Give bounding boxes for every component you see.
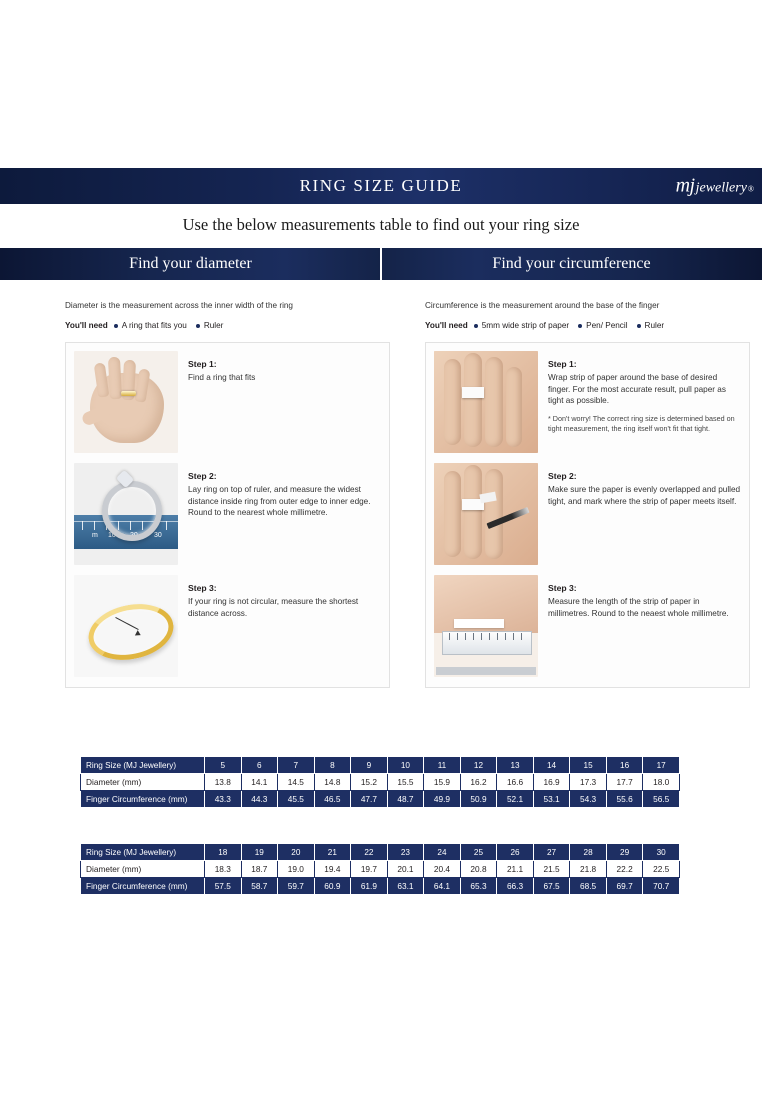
need-label: Ruler [644, 320, 665, 330]
brand-mark: mj [675, 174, 695, 197]
table-cell: 18.0 [643, 774, 680, 791]
size-table-2-wrapper [80, 843, 680, 895]
table-cell: 16.2 [460, 774, 497, 791]
row-label: Diameter (mm) [81, 861, 205, 878]
table-cell: 66.3 [497, 878, 534, 895]
table-cell: 13 [497, 757, 534, 774]
circumference-requirements [425, 321, 750, 330]
circumference-row [81, 878, 680, 895]
table-cell: 14.1 [241, 774, 278, 791]
subtitle: Use the below measurements table to find out your ring size [182, 215, 580, 234]
step-description: Find a ring that fits [188, 372, 256, 382]
diameter-row [81, 774, 680, 791]
table-cell: 54.3 [570, 791, 607, 808]
step-row [74, 463, 381, 565]
table-cell: 14 [533, 757, 570, 774]
size-table-2 [80, 843, 680, 895]
ring-on-ruler-image: m 10 20 30 [74, 463, 178, 565]
need-label: 5mm wide strip of paper [481, 320, 570, 330]
table-cell: 22.5 [643, 861, 680, 878]
need-item [578, 321, 627, 330]
diameter-steps-box [65, 342, 390, 688]
table-cell: 8 [314, 757, 351, 774]
bullet-dot-icon [637, 324, 641, 328]
table-cell: 15 [570, 757, 607, 774]
table-cell: 56.5 [643, 791, 680, 808]
table-cell: 24 [424, 844, 461, 861]
table-cell: 69.7 [606, 878, 643, 895]
table-cell: 64.1 [424, 878, 461, 895]
step-title: Step 1: [548, 358, 577, 369]
size-table-1-wrapper [80, 756, 680, 808]
need-item [474, 321, 569, 330]
table-cell: 15.9 [424, 774, 461, 791]
step-note: * Don't worry! The correct ring size is determined based on tight measurement, the ring itself won't fit that tight. [548, 413, 735, 434]
circumference-row [81, 791, 680, 808]
table-cell: 15.5 [387, 774, 424, 791]
table-cell: 45.5 [278, 791, 315, 808]
table-cell: 15.2 [351, 774, 388, 791]
table-cell: 21 [314, 844, 351, 861]
table-cell: 23 [387, 844, 424, 861]
bullet-dot-icon [114, 324, 118, 328]
table-cell: 7 [278, 757, 315, 774]
table-cell: 49.9 [424, 791, 461, 808]
table-cell: 30 [643, 844, 680, 861]
table-cell: 18.3 [205, 861, 242, 878]
circumference-column [425, 300, 750, 688]
step-row [74, 575, 381, 677]
table-cell: 21.5 [533, 861, 570, 878]
table-cell: 26 [497, 844, 534, 861]
measure-paper-with-ruler-image [434, 575, 538, 677]
need-item [637, 321, 665, 330]
row-label: Ring Size (MJ Jewellery) [81, 844, 205, 861]
step-description: Make sure the paper is evenly overlapped and pulled tight, and mark where the strip of paper meets itself. [548, 484, 741, 506]
table-cell: 20.4 [424, 861, 461, 878]
step-title: Step 2: [548, 470, 577, 481]
brand-logo [676, 175, 754, 198]
table-cell: 28 [570, 844, 607, 861]
table-cell: 17.3 [570, 774, 607, 791]
table-cell: 55.6 [606, 791, 643, 808]
table-cell: 57.5 [205, 878, 242, 895]
table-cell: 50.9 [460, 791, 497, 808]
step-description: If your ring is not circular, measure the shortest distance across. [188, 596, 359, 618]
step-row [434, 351, 741, 453]
brand-registered-mark: ® [747, 184, 754, 194]
table-cell: 22 [351, 844, 388, 861]
table-cell: 21.8 [570, 861, 607, 878]
page-title: RING SIZE GUIDE [299, 176, 463, 195]
table-cell: 48.7 [387, 791, 424, 808]
table-cell: 19.0 [278, 861, 315, 878]
table-cell: 46.5 [314, 791, 351, 808]
diameter-column [65, 300, 390, 688]
step-title: Step 3: [188, 582, 217, 593]
bullet-dot-icon [474, 324, 478, 328]
table-cell: 44.3 [241, 791, 278, 808]
circumference-steps-box [425, 342, 750, 688]
table-cell: 20.1 [387, 861, 424, 878]
table-cell: 14.8 [314, 774, 351, 791]
brand-word: jewellery [695, 180, 747, 196]
mark-paper-image [434, 463, 538, 565]
table-cell: 16 [606, 757, 643, 774]
table-cell: 63.1 [387, 878, 424, 895]
table-cell: 14.5 [278, 774, 315, 791]
table-cell: 21.1 [497, 861, 534, 878]
table-cell: 43.3 [205, 791, 242, 808]
table-cell: 53.1 [533, 791, 570, 808]
table-cell: 47.7 [351, 791, 388, 808]
table-cell: 59.7 [278, 878, 315, 895]
table-cell: 6 [241, 757, 278, 774]
table-cell: 19.4 [314, 861, 351, 878]
need-label: Pen/ Pencil [586, 320, 628, 330]
table-cell: 16.6 [497, 774, 534, 791]
band-find-circumference: Find your circumference [381, 248, 762, 280]
wrap-paper-on-finger-image [434, 351, 538, 453]
row-label: Finger Circumference (mm) [81, 878, 205, 895]
table-cell: 58.7 [241, 878, 278, 895]
need-label: Ruler [203, 320, 224, 330]
table-cell: 17 [643, 757, 680, 774]
hand-with-ring-image [74, 351, 178, 453]
table-cell: 70.7 [643, 878, 680, 895]
diameter-row [81, 861, 680, 878]
circumference-need-label: You'll need [425, 320, 468, 330]
diameter-need-label: You'll need [65, 320, 108, 330]
table-cell: 22.2 [606, 861, 643, 878]
table-cell: 12 [460, 757, 497, 774]
step-description: Measure the length of the strip of paper in millimetres. Round to the neaest whole millimetre. [548, 596, 729, 618]
table-cell: 17.7 [606, 774, 643, 791]
step-row [434, 463, 741, 565]
step-title: Step 1: [188, 358, 217, 369]
step-row [434, 575, 741, 677]
circumference-intro: Circumference is the measurement around the base of the finger [425, 301, 660, 310]
table-cell: 20.8 [460, 861, 497, 878]
table-cell: 19 [241, 844, 278, 861]
table-cell: 5 [205, 757, 242, 774]
header-bar [0, 168, 762, 204]
need-item [196, 321, 224, 330]
table-cell: 65.3 [460, 878, 497, 895]
gold-ring-image [74, 575, 178, 677]
step-description: Lay ring on top of ruler, and measure the widest distance inside ring from outer edge to inner edge. Round to the nearest whole millimetre. [188, 484, 371, 518]
ring-icon [121, 391, 136, 396]
table-cell: 29 [606, 844, 643, 861]
table-cell: 18 [205, 844, 242, 861]
need-item [114, 321, 187, 330]
table-cell: 13.8 [205, 774, 242, 791]
row-label: Ring Size (MJ Jewellery) [81, 757, 205, 774]
table-cell: 20 [278, 844, 315, 861]
table-cell: 11 [424, 757, 461, 774]
diameter-requirements [65, 321, 390, 330]
table-cell: 19.7 [351, 861, 388, 878]
step-description: Wrap strip of paper around the base of desired finger. For the most accurate result, pull paper as tight as possible. [548, 372, 726, 406]
table-cell: 60.9 [314, 878, 351, 895]
table-cell: 16.9 [533, 774, 570, 791]
table-cell: 67.5 [533, 878, 570, 895]
row-label: Finger Circumference (mm) [81, 791, 205, 808]
table-cell: 18.7 [241, 861, 278, 878]
bullet-dot-icon [196, 324, 200, 328]
band-divider [380, 248, 382, 280]
step-title: Step 2: [188, 470, 217, 481]
bullet-dot-icon [578, 324, 582, 328]
ring-size-row [81, 844, 680, 861]
step-row [74, 351, 381, 453]
size-table-1 [80, 756, 680, 808]
table-cell: 10 [387, 757, 424, 774]
table-cell: 68.5 [570, 878, 607, 895]
step-title: Step 3: [548, 582, 577, 593]
table-cell: 9 [351, 757, 388, 774]
table-cell: 27 [533, 844, 570, 861]
table-cell: 25 [460, 844, 497, 861]
band-find-diameter: Find your diameter [0, 248, 381, 280]
need-label: A ring that fits you [121, 320, 187, 330]
ring-size-row [81, 757, 680, 774]
table-cell: 52.1 [497, 791, 534, 808]
row-label: Diameter (mm) [81, 774, 205, 791]
table-cell: 61.9 [351, 878, 388, 895]
diameter-intro: Diameter is the measurement across the inner width of the ring [65, 301, 293, 310]
